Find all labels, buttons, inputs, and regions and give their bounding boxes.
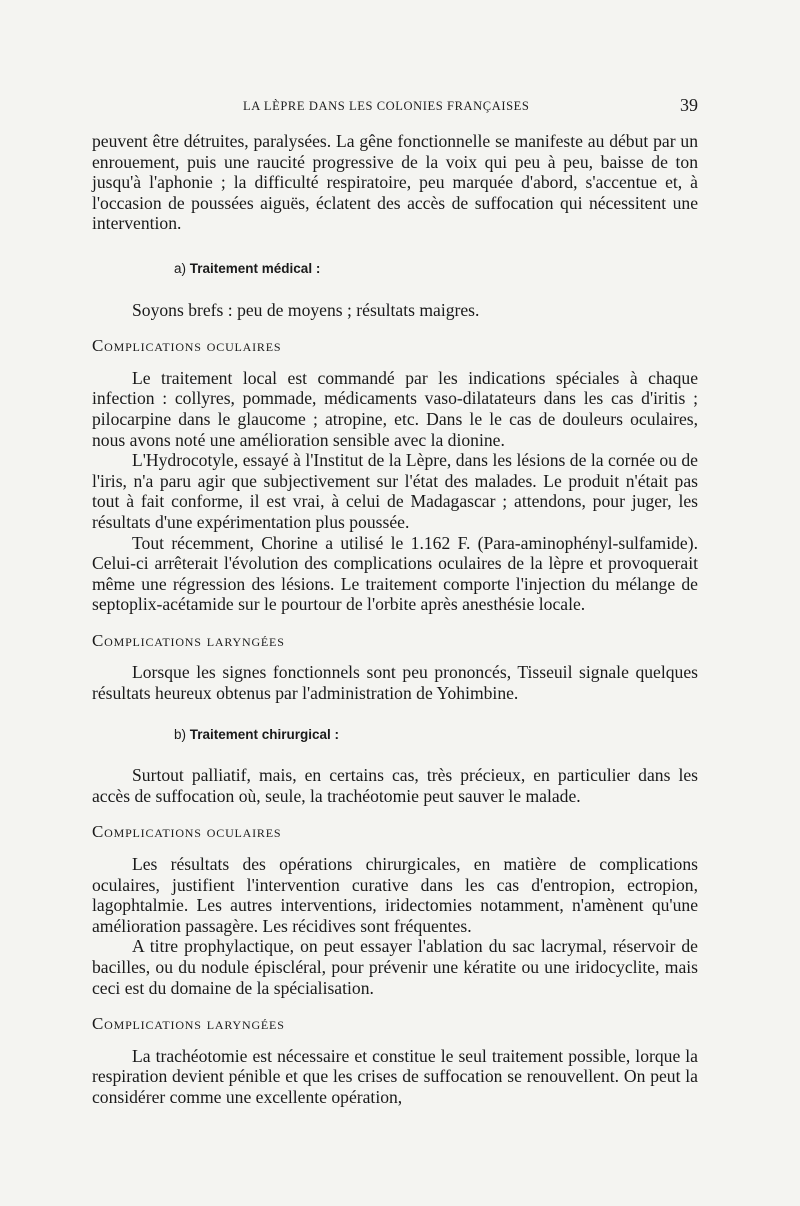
section-b-label: b) — [174, 726, 190, 742]
section-a-laryngeal-heading: Complications laryngées — [92, 630, 285, 650]
section-a-title: Traitement médical : — [189, 260, 321, 276]
section-a-ocular-heading: Complications oculaires — [92, 336, 282, 356]
running-head: LA LÈPRE DANS LES COLONIES FRANÇAISES — [243, 99, 530, 113]
intro-paragraph: peuvent être détruites, paralysées. La gêne fonctionnelle se manifeste au début par un enrouement, puis une raucité progressive de la voix qui peu à peu, baisse de ton jusqu'à l'aphonie ; la difficulté respiratoire, peu marquée d'abord, s'accentue et, à l'occasion de poussées aiguës, éclatent des accès de suffocation qui nécessitent une intervention. — [92, 131, 698, 234]
section-b-lead: Surtout palliatif, mais, en certains cas, très précieux, en particulier dans les accès de suffocation où, seule, la trachéotomie peut sauver le malade. — [92, 765, 698, 806]
section-b-heading — [92, 725, 698, 746]
section-a-laryngeal-paragraph-1: Lorsque les signes fonctionnels sont peu prononcés, Tisseuil signale quelques résultats heureux obtenus par l'administration de Yohimbine. — [92, 662, 698, 704]
section-b-ocular-paragraph-2: A titre prophylactique, on peut essayer l'ablation du sac lacrymal, réservoir de bacilles, ou du nodule épiscléral, pour prévenir une kératite ou une iridocyclite, mais ceci est du domaine de la spécialisation. — [92, 936, 698, 998]
section-a-lead: Soyons brefs : peu de moyens ; résultats maigres. — [132, 299, 480, 320]
section-a-ocular-paragraph-1: Le traitement local est commandé par les indications spéciales à chaque infection : collyres, pommade, médicaments vaso-dilatateurs dans les cas d'iritis ; pilocarpine dans le glaucome ; atropine, etc. Dans le le cas de douleurs oculaires, nous avons noté une amélioration sensible avec la dionine. — [92, 367, 698, 450]
section-a-ocular-paragraph-3: Tout récemment, Chorine a utilisé le 1.162 F. (Para-aminophényl-sulfamide). Celui-ci arrêterait l'évolution des complications oculaires de la lèpre et provoquerait même une régression des lésions. Le traitement comporte l'injection du mélange de septoplix-acétamide sur le pourtour de l'orbite après anesthésie locale. — [92, 532, 698, 615]
section-b-ocular-paragraph-1: Les résultats des opérations chirurgicales, en matière de complications oculaires, justifient l'intervention curative dans les cas d'entropion, ectropion, lagophtalmie. Les autres interventions, iridectomies notamment, n'amènent qu'une amélioration passagère. Les récidives sont fréquentes. — [92, 854, 698, 936]
section-b-ocular-heading: Complications oculaires — [92, 822, 282, 842]
section-b-laryngeal-heading: Complications laryngées — [92, 1014, 285, 1034]
section-a-label: a) — [174, 260, 190, 276]
section-b-title: Traitement chirurgical : — [189, 726, 340, 742]
section-a-ocular-paragraph-2: L'Hydrocotyle, essayé à l'Institut de la Lèpre, dans les lésions de la cornée ou de l'iris, n'a paru agir que subjectivement sur l'état des malades. Le produit n'était pas tout à fait conforme, il est vrai, à celui de Madagascar ; attendons, pour juger, les résultats d'une expérimentation plus poussée. — [92, 450, 698, 532]
page-number: 39 — [680, 95, 698, 115]
section-a-heading — [92, 259, 698, 280]
page-body — [92, 131, 698, 1108]
section-b-laryngeal-paragraph-1: La trachéotomie est nécessaire et constitue le seul traitement possible, lorque la respiration devient pénible et que les crises de suffocation se renouvellent. On peut la considérer comme une excellente opération, — [92, 1045, 698, 1107]
